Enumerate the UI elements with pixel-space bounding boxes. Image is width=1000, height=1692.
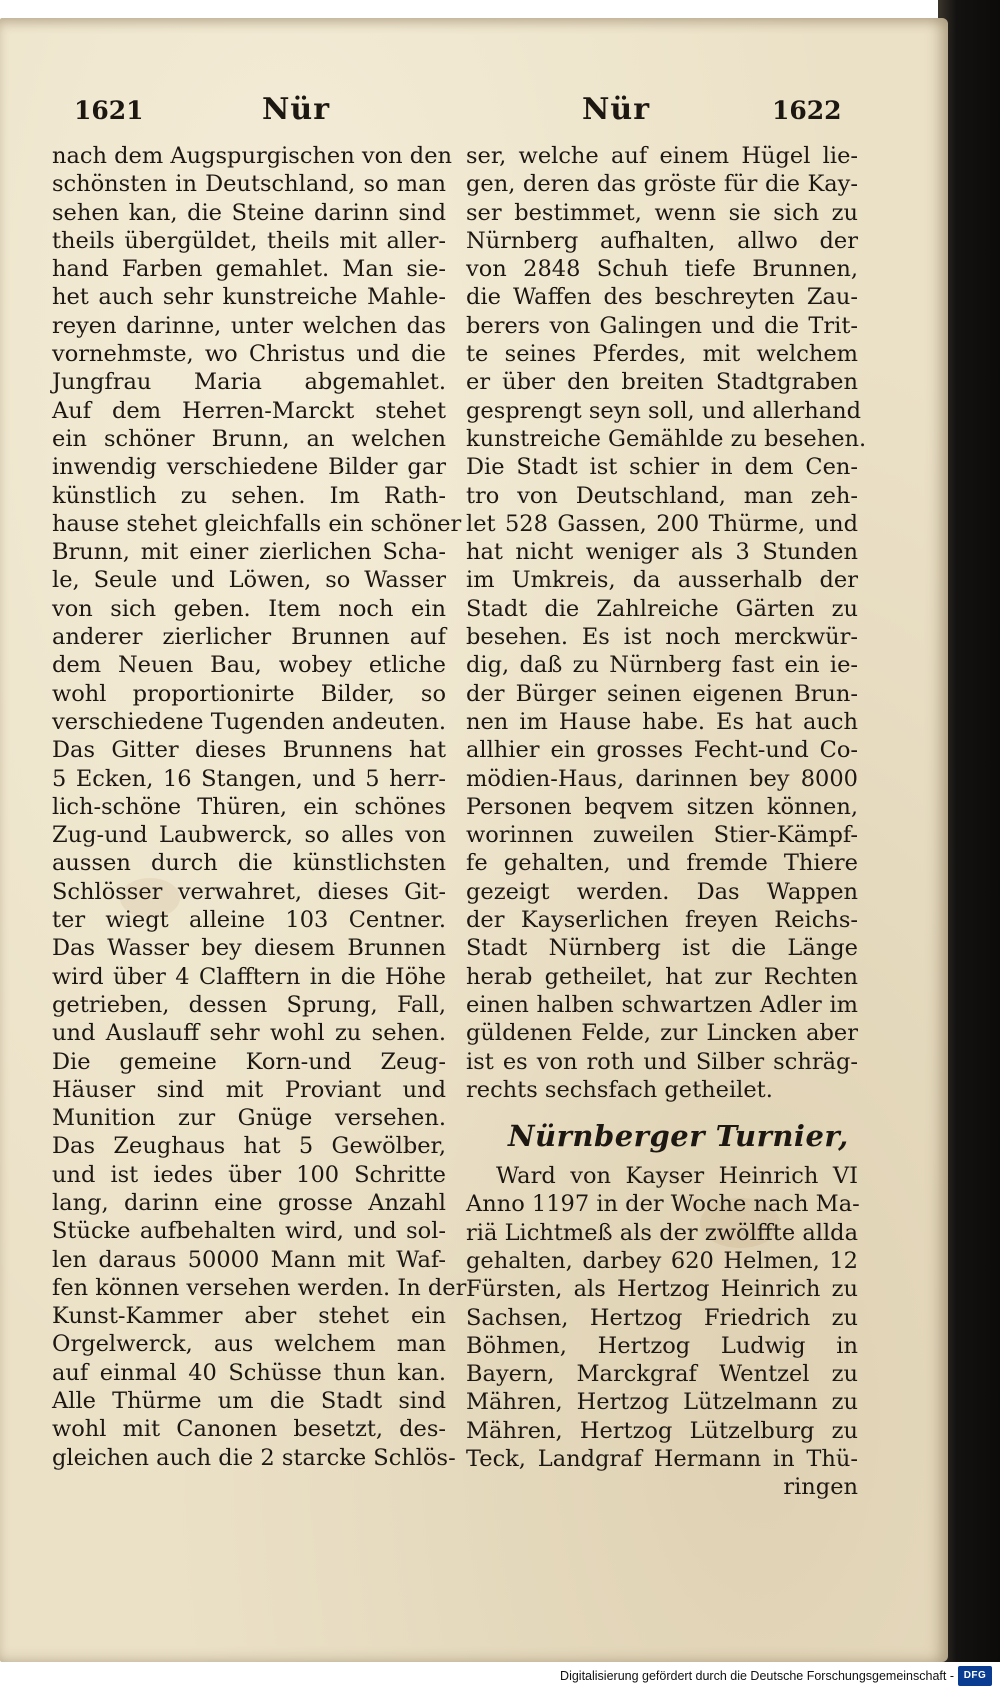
text-line: wird über 4 Clafftern in die Höhe	[52, 963, 446, 990]
text-line: allhier ein grosses Fecht-und Co-	[466, 737, 858, 764]
dfg-logo: DFG	[958, 1666, 992, 1686]
text-line: Orgelwerck, aus welchem man	[52, 1331, 446, 1358]
text-line: wohl proportionirte Bilder, so	[52, 680, 446, 707]
text-line: inwendig verschiedene Bilder gar	[52, 454, 446, 481]
text-line: künstlich zu sehen. Im Rath-	[52, 482, 446, 509]
text-line: Die gemeine Korn-und Zeug-	[52, 1048, 446, 1075]
text-line: herab getheilet, hat zur Rechten	[466, 963, 858, 990]
text-line: mödien-Haus, darinnen bey 8000	[466, 765, 858, 792]
running-head-left: Nür	[262, 92, 331, 127]
right-text-column	[466, 142, 867, 1502]
text-line: gezeigt werden. Das Wappen	[466, 878, 858, 905]
text-line: Munition zur Gnüge versehen.	[52, 1105, 446, 1132]
text-line: Nürnberg aufhalten, allwo der	[466, 227, 858, 254]
right-column-top-block	[466, 142, 867, 1104]
text-line: Mähren, Hertzog Lützelmann zu	[466, 1389, 858, 1416]
text-line: hand Farben gemahlet. Man sie-	[52, 256, 446, 283]
text-line: lang, darinn eine grosse Anzahl	[52, 1189, 446, 1216]
text-line: gesprengt seyn soll, und allerhand	[466, 397, 862, 424]
text-line: Das Wasser bey diesem Brunnen	[52, 935, 446, 962]
text-line: Fürsten, als Hertzog Heinrich zu	[466, 1276, 858, 1303]
text-line: Personen beqvem sitzen können,	[466, 793, 858, 820]
text-line: lich-schöne Thüren, ein schönes	[52, 793, 446, 820]
text-line: kunstreiche Gemählde zu besehen.	[466, 425, 867, 452]
text-line: Die Stadt ist schier in dem Cen-	[466, 454, 858, 481]
page-number-left: 1621	[74, 96, 144, 125]
text-line: ser, welche auf einem Hügel lie-	[466, 143, 858, 169]
text-line: sehen kan, die Steine darinn sind	[52, 199, 446, 226]
text-line: berers von Galingen und die Trit-	[466, 312, 858, 339]
text-line: Kunst-Kammer aber stehet ein	[52, 1303, 446, 1330]
text-line: Auf dem Herren-Marckt stehet	[52, 397, 446, 424]
text-line: theils übergüldet, theils mit aller-	[52, 227, 446, 254]
text-line: güldenen Felde, zur Lincken aber	[466, 1020, 858, 1047]
text-line: Mähren, Hertzog Lützelburg zu	[466, 1417, 858, 1444]
text-line: Das Zeughaus hat 5 Gewölber,	[52, 1133, 446, 1160]
text-line: te seines Pferdes, mit welchem	[466, 341, 858, 368]
text-line: riä Lichtmeß als der zwölffte allda	[466, 1219, 858, 1246]
text-line: der Kayserlichen freyen Reichs-	[466, 907, 858, 934]
text-line: dig, daß zu Nürnberg fast ein ie-	[466, 652, 858, 679]
text-line: auf einmal 40 Schüsse thun kan.	[52, 1359, 446, 1386]
text-line: Teck, Landgraf Hermann in Thü-	[466, 1446, 858, 1473]
text-line: der Bürger seinen eigenen Brun-	[466, 680, 858, 707]
text-line: verschiedene Tugenden andeuten.	[52, 708, 446, 735]
text-line: Sachsen, Hertzog Friedrich zu	[466, 1304, 858, 1331]
page-number-right: 1622	[772, 96, 842, 125]
text-line: nen im Hause habe. Es hat auch	[466, 708, 858, 735]
text-line: reyen darinne, unter welchen das	[52, 312, 446, 339]
text-line: Anno 1197 in der Woche nach Ma-	[466, 1191, 860, 1218]
text-line: 5 Ecken, 16 Stangen, und 5 herr-	[52, 765, 446, 792]
text-line: hat nicht weniger als 3 Stunden	[466, 539, 858, 566]
text-line: einen halben schwartzen Adler im	[466, 991, 858, 1018]
text-line: im Umkreis, da ausserhalb der	[466, 567, 858, 594]
text-line: le, Seule und Löwen, so Wasser	[52, 567, 446, 594]
text-line: vornehmste, wo Christus und die	[52, 341, 446, 368]
text-line: gleichen auch die 2 starcke Schlös-	[52, 1444, 456, 1471]
text-line: und ist iedes über 100 Schritte	[52, 1161, 446, 1188]
text-line: Jungfrau Maria abgemahlet.	[52, 369, 446, 396]
text-line: gehalten, darbey 620 Helmen, 12	[466, 1247, 858, 1274]
right-column-bottom-block	[466, 1162, 858, 1473]
text-line: Böhmen, Hertzog Ludwig in	[466, 1332, 858, 1359]
text-line: ter wiegt alleine 103 Centner.	[52, 907, 446, 934]
text-line: Stücke aufbehalten wird, und sol-	[52, 1218, 446, 1245]
text-line: und Auslauff sehr wohl zu sehen.	[52, 1020, 446, 1047]
text-line: Bayern, Marckgraf Wentzel zu	[466, 1361, 858, 1388]
digitization-footer	[0, 1662, 1000, 1692]
text-line: besehen. Es ist noch merckwür-	[466, 624, 858, 651]
text-line: len daraus 50000 Mann mit Waf-	[52, 1246, 446, 1273]
text-line: ist es von roth und Silber schräg-	[466, 1048, 858, 1075]
text-line: worinnen zuweilen Stier-Kämpf-	[466, 822, 858, 849]
text-line: Schlösser verwahret, dieses Git-	[52, 878, 446, 905]
text-line: Ward von Kayser Heinrich VI	[496, 1163, 858, 1190]
running-header	[0, 90, 948, 134]
text-line: Das Gitter dieses Brunnens hat	[52, 737, 446, 764]
text-line: rechts sechsfach getheilet.	[466, 1076, 773, 1103]
text-line: wohl mit Canonen besetzt, des-	[52, 1416, 446, 1443]
text-line: let 528 Gassen, 200 Thürme, und	[466, 510, 858, 537]
text-line: fe gehalten, und fremde Thiere	[466, 850, 858, 877]
footer-credit: Digitalisierung gefördert durch die Deutsche Forschungsgemeinschaft -	[560, 1669, 954, 1683]
text-line: Häuser sind mit Proviant und	[52, 1076, 446, 1103]
text-line: hause stehet gleichfalls ein schöner	[52, 510, 462, 537]
text-line: ein schöner Brunn, an welchen	[52, 425, 446, 452]
text-line: er über den breiten Stadtgraben	[466, 369, 858, 396]
text-line: anderer zierlicher Brunnen auf	[52, 624, 446, 651]
text-line: aussen durch die künstlichsten	[52, 850, 446, 877]
left-text-column	[52, 142, 467, 1472]
text-line: von sich geben. Item noch ein	[52, 595, 446, 622]
text-line: Stadt die Zahlreiche Gärten zu	[466, 595, 858, 622]
text-line: Stadt Nürnberg ist die Länge	[466, 935, 858, 962]
running-head-right: Nür	[582, 92, 651, 127]
text-line: ser bestimmet, wenn sie sich zu	[466, 199, 858, 226]
text-line: tro von Deutschland, man zeh-	[466, 482, 858, 509]
section-heading: Nürnberger Turnier,	[508, 1119, 849, 1154]
text-line: Alle Thürme um die Stadt sind	[52, 1388, 446, 1415]
text-line: Brunn, mit einer zierlichen Scha-	[52, 539, 446, 566]
text-line: schönsten in Deutschland, so man	[52, 171, 446, 198]
text-line: het auch sehr kunstreiche Mahle-	[52, 284, 446, 311]
text-line: von 2848 Schuh tiefe Brunnen,	[466, 256, 858, 283]
text-line: nach dem Augspurgischen von den	[52, 143, 453, 169]
text-line: dem Neuen Bau, wobey etliche	[52, 652, 446, 679]
text-line: getrieben, dessen Sprung, Fall,	[52, 991, 446, 1018]
catchword: ringen	[783, 1474, 858, 1501]
text-line: die Waffen des beschreyten Zau-	[466, 284, 858, 311]
text-line: gen, deren das gröste für die Kay-	[466, 171, 858, 198]
text-line: Zug-und Laubwerck, so alles von	[52, 822, 446, 849]
text-line: fen können versehen werden. In der	[52, 1274, 467, 1301]
